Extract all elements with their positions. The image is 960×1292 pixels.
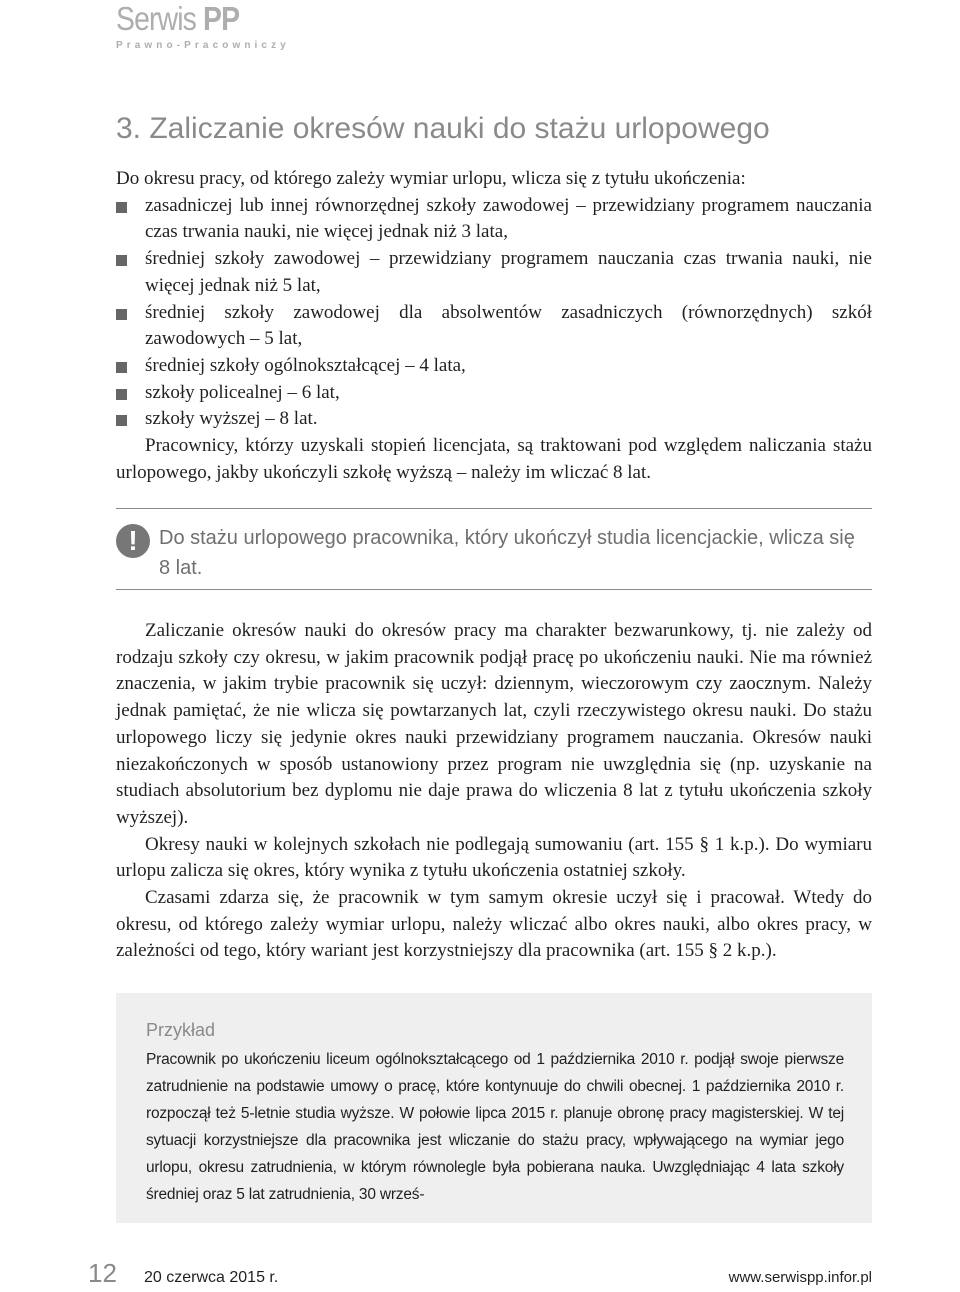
section-title: 3. Zaliczanie okresów nauki do stażu urlopowego <box>116 112 770 145</box>
licencjat-paragraph: Pracownicy, którzy uzyskali stopień licencjata, są traktowani pod względem naliczania stażu urlopowego, jakby ukończyli szkołę wyższą – należy im wliczać 8 lat. <box>116 435 872 483</box>
example-title: Przykład <box>146 1020 216 1040</box>
square-bullet-icon <box>116 389 127 400</box>
logo-subtitle: Prawno-Pracowniczy <box>116 40 290 51</box>
website-link[interactable]: www.serwispp.infor.pl <box>728 1269 872 1286</box>
list-item: szkoły wyższej – 8 lat. <box>116 406 872 433</box>
paragraph: Zaliczanie okresów nauki do okresów pracy ma charakter bezwarunkowy, tj. nie zależy od rodzaju szkoły czy okresu, w jakim pracownik podjął pracę po ukończeniu nauki. Nie ma również znaczenia, w jakim trybie pracownik się uczył: dziennym, wieczorowym czy zaocznym. Należy jednak pamiętać, że nie wlicza się powtarzanych lat, czyli rzeczywistego okresu nauki. Do stażu urlopowego liczy się jedynie okres nauki przewidziany programem nauczania. Okresów nauki niezakończonych w sposób ustanowiony przez program nie uwzględnia się (np. uzyskanie na studiach absolutorium bez dyplomu nie daje prawa do wliczenia 8 lat z tytułu ukończenia szkoły wyższej). <box>116 620 872 828</box>
warning-text: Do stażu urlopowego pracownika, który ukończył studia licencjackie, wlicza się 8 lat. <box>159 527 855 579</box>
list-item: średniej szkoły ogólnokształcącej – 4 lata, <box>116 353 872 380</box>
list-item: zasadniczej lub innej równorzędnej szkoły zawodowej – przewidziany programem nauczania czas trwania nauki, nie więcej jednak niż 3 lata, <box>116 193 872 246</box>
list-item: średniej szkoły zawodowej dla absolwentów zasadniczych (równorzędnych) szkół zawodowych – 5 lat, <box>116 300 872 353</box>
paragraph: Okresy nauki w kolejnych szkołach nie podlegają sumowaniu (art. 155 § 1 k.p.). Do wymiaru urlopu zalicza się okres, który wynika z tytułu ukończenia ostatniej szkoły. <box>116 833 872 882</box>
page-number: 12 <box>88 1258 117 1288</box>
list-item: szkoły policealnej – 6 lat, <box>116 380 872 407</box>
square-bullet-icon <box>116 415 127 426</box>
square-bullet-icon <box>116 362 127 373</box>
page-footer <box>0 1258 960 1292</box>
body-paragraphs <box>116 618 872 965</box>
square-bullet-icon <box>116 255 127 266</box>
school-list <box>116 193 872 433</box>
section-body <box>116 166 872 486</box>
example-body: Pracownik po ukończeniu liceum ogólnokształcącego od 1 października 2010 r. podjął swoje pierwsze zatrudnienie na podstawie umowy o pracę, które kontynuuje do chwili obecnej. 1 października 2010 r. rozpoczął też 5-letnie studia wyższe. W połowie lipca 2015 r. planuje obronę pracy magisterskiej. W tej sytuacji korzystniejsze dla pracownika jest wliczanie do stażu pracy, wpływającego na wymiar jego urlopu, okresu zatrudnienia, w którym równolegle była pobierana nauka. Uwzględniając 4 lata szkoły średniej oraz 5 lat zatrudnienia, 30 wrześ- <box>146 1051 844 1203</box>
list-item: średniej szkoły zawodowej – przewidziany programem nauczania czas trwania nauki, nie więcej jednak niż 5 lat, <box>116 246 872 299</box>
exclamation-icon: ! <box>116 524 150 558</box>
square-bullet-icon <box>116 309 127 320</box>
warning-box <box>116 508 872 590</box>
issue-date: 20 czerwca 2015 r. <box>144 1269 279 1286</box>
logo <box>116 2 290 52</box>
square-bullet-icon <box>116 202 127 213</box>
example-box <box>116 993 872 1223</box>
logo-wordmark: Serwis PP <box>116 0 240 37</box>
paragraph: Czasami zdarza się, że pracownik w tym samym okresie uczył się i pracował. Wtedy do okresu, od którego zależy wymiar urlopu, należy wliczać albo okres nauki, albo okres pracy, w zależności od tego, który wariant jest korzystniejszy dla pracownika (art. 155 § 2 k.p.). <box>116 887 872 962</box>
intro-paragraph: Do okresu pracy, od którego zależy wymiar urlopu, wlicza się z tytułu ukończenia: <box>116 168 746 189</box>
